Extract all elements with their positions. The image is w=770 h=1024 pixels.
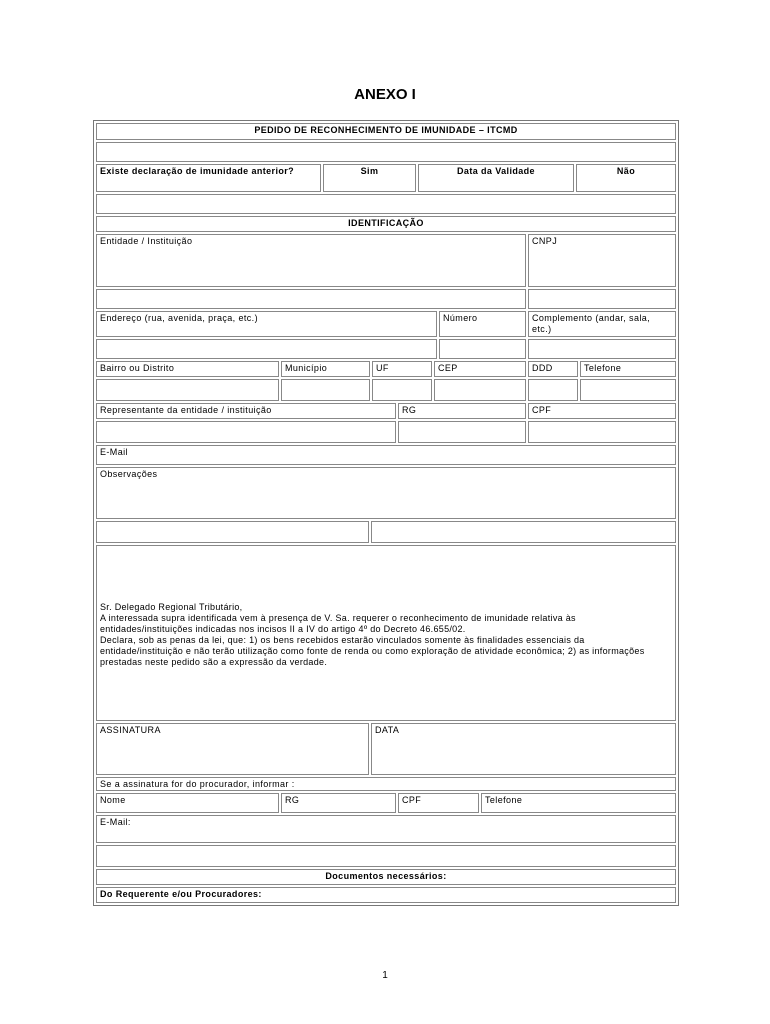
ddd-field[interactable]: DDD <box>528 361 578 377</box>
representative-input[interactable] <box>96 421 396 443</box>
representative-field[interactable]: Representante da entidade / instituição <box>96 403 396 419</box>
declaration-statement: Declara, sob as penas da lei, que: 1) os bens recebidos estarão vinculados somente às finalidades essenciais da entidade/instituição e não terão utilização como fonte de renda ou como exploração de atividade econômica; 2) as informações prestadas neste pedido são a expressão da verdade. <box>100 635 645 667</box>
procurator-rg-field[interactable]: RG <box>281 793 396 813</box>
uf-field[interactable]: UF <box>372 361 432 377</box>
address-input[interactable] <box>96 339 437 359</box>
complement-input[interactable] <box>528 339 676 359</box>
cep-input[interactable] <box>434 379 526 401</box>
number-input[interactable] <box>439 339 526 359</box>
observations-field[interactable]: Observações <box>96 467 676 519</box>
blank-row <box>96 142 676 162</box>
phone-input[interactable] <box>580 379 676 401</box>
observations-input-right[interactable] <box>371 521 676 543</box>
procurator-email-field[interactable]: E-Mail: <box>96 815 676 843</box>
email-field[interactable]: E-Mail <box>96 445 676 465</box>
declaration-request: A interessada supra identificada vem à presença de V. Sa. requerer o reconhecimento de imunidade relativa às entidades/instituições indicadas nos incisos II a IV do artigo 4º do Decreto 46.655/02. <box>100 613 576 634</box>
complement-field[interactable]: Complemento (andar, sala, etc.) <box>528 311 676 337</box>
entity-input[interactable] <box>96 289 526 309</box>
procurator-phone-field[interactable]: Telefone <box>481 793 676 813</box>
rg-input[interactable] <box>398 421 526 443</box>
district-field[interactable]: Bairro ou Distrito <box>96 361 279 377</box>
uf-input[interactable] <box>372 379 432 401</box>
phone-field[interactable]: Telefone <box>580 361 676 377</box>
sim-checkbox[interactable]: Sim <box>323 164 416 192</box>
nao-checkbox[interactable]: Não <box>576 164 676 192</box>
identification-header: IDENTIFICAÇÃO <box>96 216 676 232</box>
number-field[interactable]: Número <box>439 311 526 337</box>
municipality-field[interactable]: Município <box>281 361 370 377</box>
prior-declaration-question: Existe declaração de imunidade anterior? <box>96 164 321 192</box>
form-header: PEDIDO DE RECONHECIMENTO DE IMUNIDADE – ITCMD <box>96 123 676 140</box>
observations-input-left[interactable] <box>96 521 369 543</box>
blank-row <box>96 845 676 867</box>
procurator-intro: Se a assinatura for do procurador, informar : <box>96 777 676 791</box>
cpf-input[interactable] <box>528 421 676 443</box>
district-input[interactable] <box>96 379 279 401</box>
rg-field[interactable]: RG <box>398 403 526 419</box>
procurator-cpf-field[interactable]: CPF <box>398 793 479 813</box>
signature-field[interactable]: ASSINATURA <box>96 723 369 775</box>
immunity-request-form <box>93 120 679 906</box>
cpf-field[interactable]: CPF <box>528 403 676 419</box>
ddd-input[interactable] <box>528 379 578 401</box>
page-number: 1 <box>382 970 388 981</box>
municipality-input[interactable] <box>281 379 370 401</box>
declaration-text <box>100 602 669 668</box>
address-field[interactable]: Endereço (rua, avenida, praça, etc.) <box>96 311 437 337</box>
declaration-block <box>96 545 676 721</box>
documents-header: Documentos necessários: <box>96 869 676 885</box>
blank-row <box>96 194 676 214</box>
entity-field[interactable]: Entidade / Instituição <box>96 234 526 287</box>
procurator-name-field[interactable]: Nome <box>96 793 279 813</box>
declaration-salutation: Sr. Delegado Regional Tributário, <box>100 602 243 612</box>
validity-date-field[interactable]: Data da Validade <box>418 164 574 192</box>
requester-documents-label: Do Requerente e/ou Procuradores: <box>96 887 676 903</box>
cnpj-field[interactable]: CNPJ <box>528 234 676 287</box>
page-title: ANEXO I <box>354 86 416 103</box>
date-field[interactable]: DATA <box>371 723 676 775</box>
cep-field[interactable]: CEP <box>434 361 526 377</box>
cnpj-input[interactable] <box>528 289 676 309</box>
